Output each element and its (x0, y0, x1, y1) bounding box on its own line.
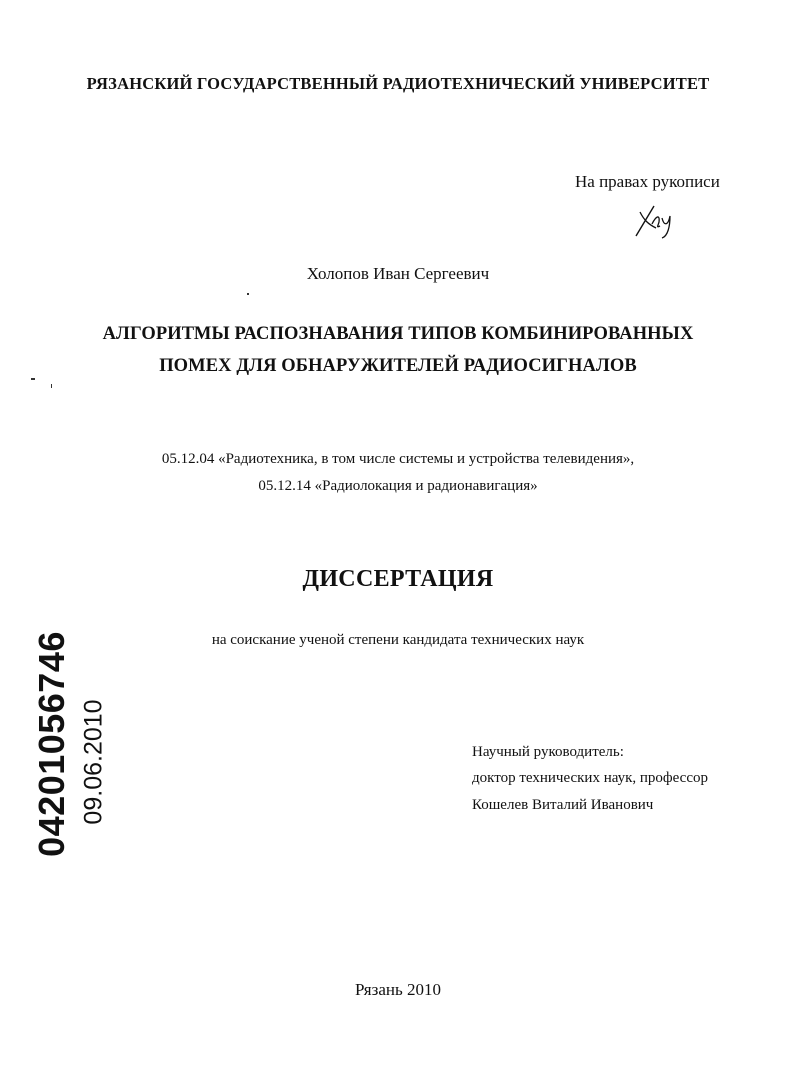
supervisor-label: Научный руководитель: (472, 744, 624, 760)
scan-speck (31, 378, 35, 380)
author-name: Холопов Иван Сергеевич (306, 264, 490, 283)
document-type-heading: ДИССЕРТАЦИЯ (302, 566, 494, 592)
degree-statement: на соискание ученой степени кандидата технических наук (211, 632, 585, 648)
dissertation-title-line-2: ПОМЕХ ДЛЯ ОБНАРУЖИТЕЛЕЙ РАДИОСИГНАЛОВ (159, 356, 637, 376)
handwritten-signature (626, 198, 676, 240)
supervisor-degree: доктор технических наук, профессор (472, 770, 709, 786)
specialty-line-2: 05.12.14 «Радиолокация и радионавигация» (258, 478, 538, 494)
library-stamp-number: 04201056746 (31, 631, 72, 857)
dissertation-title-line-1: АЛГОРИТМЫ РАСПОЗНАВАНИЯ ТИПОВ КОМБИНИРОВАННЫХ (102, 324, 694, 344)
manuscript-note: На правах рукописи (575, 172, 720, 191)
scan-speck (247, 293, 249, 295)
library-stamp-date: 09.06.2010 (79, 699, 108, 825)
scan-speck (51, 384, 52, 388)
supervisor-name: Кошелев Виталий Иванович (472, 797, 654, 813)
university-name: РЯЗАНСКИЙ ГОСУДАРСТВЕННЫЙ РАДИОТЕХНИЧЕСКИЙ УНИВЕРСИТЕТ (86, 74, 710, 93)
city-year: Рязань 2010 (355, 980, 441, 999)
specialty-line-1: 05.12.04 «Радиотехника, в том числе системы и устройства телевидения», (161, 451, 635, 467)
